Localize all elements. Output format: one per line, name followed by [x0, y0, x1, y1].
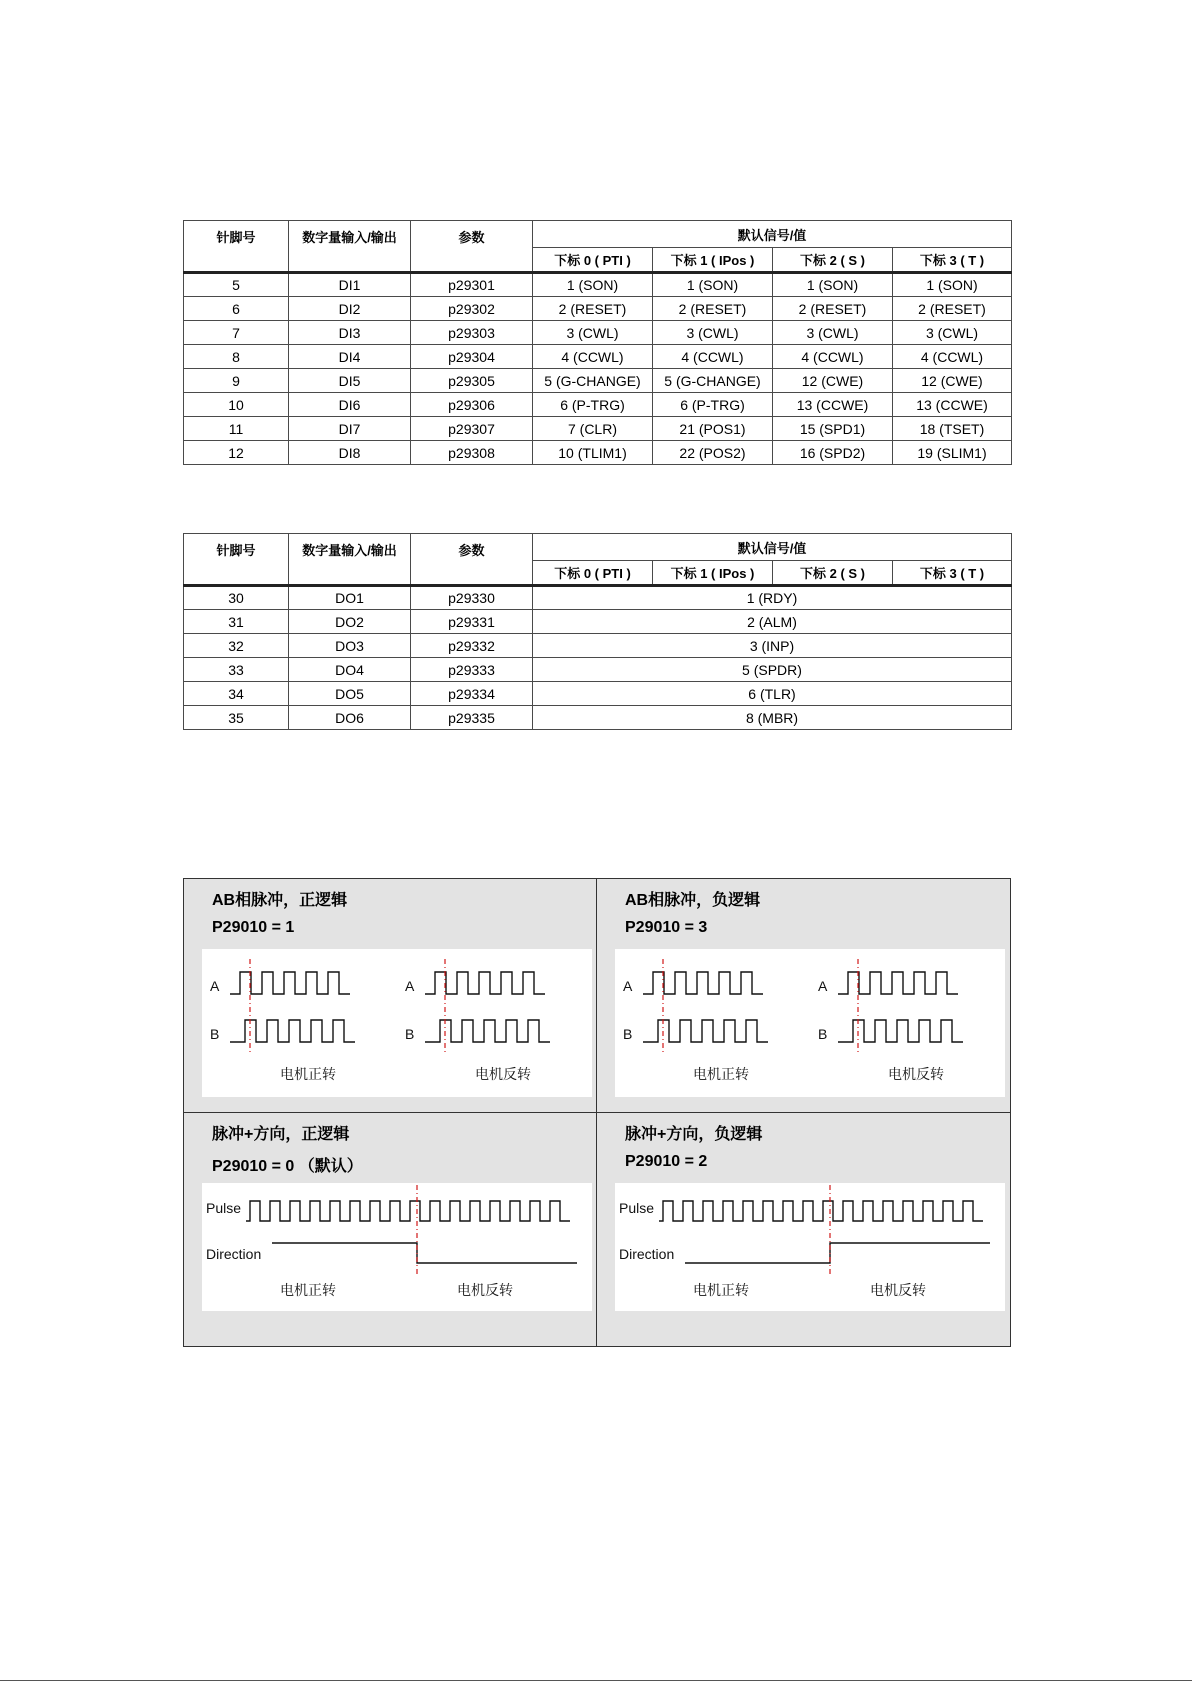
- table-cell: 15 (SPD1): [773, 417, 893, 441]
- table-cell: 1 (SON): [773, 273, 893, 297]
- table-cell: 33: [184, 658, 289, 682]
- mode-param: P29010 = 0 （默认）: [212, 1158, 363, 1175]
- table-cell: DI2: [289, 297, 411, 321]
- table-cell: 3 (CWL): [773, 321, 893, 345]
- waveform-diagram: [202, 949, 592, 1097]
- table-row: [184, 610, 1012, 634]
- header-pin: 针脚号: [184, 534, 289, 586]
- table-cell: p29301: [411, 273, 533, 297]
- signal-label-a: A: [405, 978, 415, 994]
- table-cell: DI7: [289, 417, 411, 441]
- table-cell: p29333: [411, 658, 533, 682]
- table-cell: 4 (CCWL): [533, 345, 653, 369]
- table-cell: 10: [184, 393, 289, 417]
- table-cell: DO4: [289, 658, 411, 682]
- forward-rotation-label: 电机正转: [693, 1282, 749, 1298]
- table-cell: 5 (SPDR): [533, 658, 1012, 682]
- table-cell: 2 (RESET): [893, 297, 1012, 321]
- table-cell: p29331: [411, 610, 533, 634]
- table-cell: 5 (G-CHANGE): [653, 369, 773, 393]
- table-cell: 6 (P-TRG): [533, 393, 653, 417]
- table-cell: 21 (POS1): [653, 417, 773, 441]
- table-cell: DO6: [289, 706, 411, 730]
- mode-param: P29010 = 2: [625, 1153, 708, 1170]
- table-cell: 13 (CCWE): [893, 393, 1012, 417]
- forward-rotation-label: 电机正转: [693, 1066, 749, 1082]
- header-param: 参数: [411, 221, 533, 273]
- table-cell: 2 (RESET): [653, 297, 773, 321]
- table-cell: 1 (RDY): [533, 586, 1012, 610]
- header-default: 默认信号/值: [533, 534, 1012, 561]
- table-row: [184, 417, 1012, 441]
- digital-output-table: [183, 533, 1012, 730]
- signal-label-a: A: [210, 978, 220, 994]
- table-cell: DI1: [289, 273, 411, 297]
- mode-cell-ab-positive: [184, 879, 596, 1112]
- table-cell: 1 (SON): [533, 273, 653, 297]
- table-row: [184, 441, 1012, 465]
- footer-rule: [0, 1680, 1192, 1681]
- signal-label-pulse: Pulse: [619, 1200, 655, 1216]
- table-cell: 34: [184, 682, 289, 706]
- table-cell: 6: [184, 297, 289, 321]
- table-cell: 3 (CWL): [533, 321, 653, 345]
- table-row: [184, 682, 1012, 706]
- table-cell: DO1: [289, 586, 411, 610]
- header-sub-2: 下标 2 ( S ): [773, 561, 893, 586]
- table-cell: p29303: [411, 321, 533, 345]
- header-io: 数字量输入/输出: [289, 534, 411, 586]
- table-cell: 7 (CLR): [533, 417, 653, 441]
- header-default: 默认信号/值: [533, 221, 1012, 248]
- table-cell: p29302: [411, 297, 533, 321]
- table-cell: 22 (POS2): [653, 441, 773, 465]
- signal-label-a: A: [818, 978, 828, 994]
- table-cell: 32: [184, 634, 289, 658]
- header-sub-2: 下标 2 ( S ): [773, 248, 893, 273]
- table-cell: 31: [184, 610, 289, 634]
- table-cell: 4 (CCWL): [653, 345, 773, 369]
- table-cell: DI3: [289, 321, 411, 345]
- table-cell: p29330: [411, 586, 533, 610]
- table-cell: 8 (MBR): [533, 706, 1012, 730]
- table-row: [184, 369, 1012, 393]
- signal-label-a: A: [623, 978, 633, 994]
- table-row: [184, 658, 1012, 682]
- table-cell: 2 (RESET): [533, 297, 653, 321]
- header-param: 参数: [411, 534, 533, 586]
- digital-input-table: [183, 220, 1012, 465]
- mode-cell-pd-negative: [597, 1113, 1009, 1346]
- table-cell: p29332: [411, 634, 533, 658]
- table-cell: 2 (ALM): [533, 610, 1012, 634]
- mode-cell-pd-positive: [184, 1113, 596, 1346]
- table-cell: 8: [184, 345, 289, 369]
- header-sub-3: 下标 3 ( T ): [893, 248, 1012, 273]
- table-cell: 12 (CWE): [893, 369, 1012, 393]
- table-cell: 35: [184, 706, 289, 730]
- table-cell: 3 (CWL): [653, 321, 773, 345]
- mode-param: P29010 = 3: [625, 919, 708, 936]
- table-row: [184, 634, 1012, 658]
- table-cell: 7: [184, 321, 289, 345]
- table-cell: DI6: [289, 393, 411, 417]
- header-sub-3: 下标 3 ( T ): [893, 561, 1012, 586]
- table-cell: 3 (INP): [533, 634, 1012, 658]
- table-cell: p29308: [411, 441, 533, 465]
- table-cell: 1 (SON): [653, 273, 773, 297]
- forward-rotation-label: 电机正转: [280, 1282, 336, 1298]
- reverse-rotation-label: 电机反转: [457, 1282, 513, 1298]
- waveform-diagram: [615, 1183, 1005, 1311]
- table-row: [184, 586, 1012, 610]
- table-cell: 6 (P-TRG): [653, 393, 773, 417]
- digital-output-rows: [184, 586, 1012, 730]
- header-sub-0: 下标 0 ( PTI ): [533, 248, 653, 273]
- table-cell: 1 (SON): [893, 273, 1012, 297]
- table-cell: 11: [184, 417, 289, 441]
- table-cell: 10 (TLIM1): [533, 441, 653, 465]
- mode-title: AB相脉冲，正逻辑: [212, 892, 348, 909]
- table-cell: p29306: [411, 393, 533, 417]
- signal-label-b: B: [210, 1026, 220, 1042]
- signal-label-direction: Direction: [619, 1246, 675, 1262]
- table-cell: 18 (TSET): [893, 417, 1012, 441]
- table-cell: DO2: [289, 610, 411, 634]
- header-io: 数字量输入/输出: [289, 221, 411, 273]
- table-cell: p29334: [411, 682, 533, 706]
- table-cell: 2 (RESET): [773, 297, 893, 321]
- table-cell: DO5: [289, 682, 411, 706]
- mode-title: 脉冲+方向，正逻辑: [212, 1126, 350, 1143]
- mode-title: AB相脉冲，负逻辑: [625, 892, 761, 909]
- table-cell: 12 (CWE): [773, 369, 893, 393]
- table-cell: 5 (G-CHANGE): [533, 369, 653, 393]
- table-cell: p29335: [411, 706, 533, 730]
- table-cell: 13 (CCWE): [773, 393, 893, 417]
- table-row: [184, 393, 1012, 417]
- reverse-rotation-label: 电机反转: [888, 1066, 944, 1082]
- table-cell: p29305: [411, 369, 533, 393]
- diagram-background: [202, 949, 592, 1097]
- table-cell: 4 (CCWL): [773, 345, 893, 369]
- reverse-rotation-label: 电机反转: [870, 1282, 926, 1298]
- signal-label-direction: Direction: [206, 1246, 262, 1262]
- signal-label-b: B: [818, 1026, 828, 1042]
- table-row: [184, 321, 1012, 345]
- table-row: [184, 297, 1012, 321]
- pulse-mode-grid: [183, 878, 1011, 1347]
- table-row: [184, 345, 1012, 369]
- forward-rotation-label: 电机正转: [280, 1066, 336, 1082]
- table-cell: 19 (SLIM1): [893, 441, 1012, 465]
- table-cell: p29307: [411, 417, 533, 441]
- table-cell: DO3: [289, 634, 411, 658]
- table-cell: 9: [184, 369, 289, 393]
- header-pin: 针脚号: [184, 221, 289, 273]
- table-cell: 4 (CCWL): [893, 345, 1012, 369]
- mode-title: 脉冲+方向，负逻辑: [625, 1126, 763, 1143]
- header-sub-1: 下标 1 ( IPos ): [653, 248, 773, 273]
- mode-cell-ab-negative: [597, 879, 1009, 1112]
- diagram-background: [615, 949, 1005, 1097]
- table-row: [184, 706, 1012, 730]
- table-cell: 16 (SPD2): [773, 441, 893, 465]
- table-cell: 30: [184, 586, 289, 610]
- digital-input-rows: [184, 273, 1012, 465]
- waveform-diagram: [615, 949, 1005, 1097]
- table-cell: 3 (CWL): [893, 321, 1012, 345]
- reverse-rotation-label: 电机反转: [475, 1066, 531, 1082]
- table-cell: DI8: [289, 441, 411, 465]
- waveform-diagram: [202, 1183, 592, 1311]
- table-cell: DI5: [289, 369, 411, 393]
- table-cell: 5: [184, 273, 289, 297]
- header-sub-0: 下标 0 ( PTI ): [533, 561, 653, 586]
- table-cell: p29304: [411, 345, 533, 369]
- table-cell: 6 (TLR): [533, 682, 1012, 706]
- header-sub-1: 下标 1 ( IPos ): [653, 561, 773, 586]
- grid-divider-horizontal: [184, 1112, 1010, 1113]
- table-cell: DI4: [289, 345, 411, 369]
- signal-label-b: B: [405, 1026, 415, 1042]
- mode-param: P29010 = 1: [212, 919, 295, 936]
- signal-label-b: B: [623, 1026, 633, 1042]
- table-cell: 12: [184, 441, 289, 465]
- table-row: [184, 273, 1012, 297]
- signal-label-pulse: Pulse: [206, 1200, 242, 1216]
